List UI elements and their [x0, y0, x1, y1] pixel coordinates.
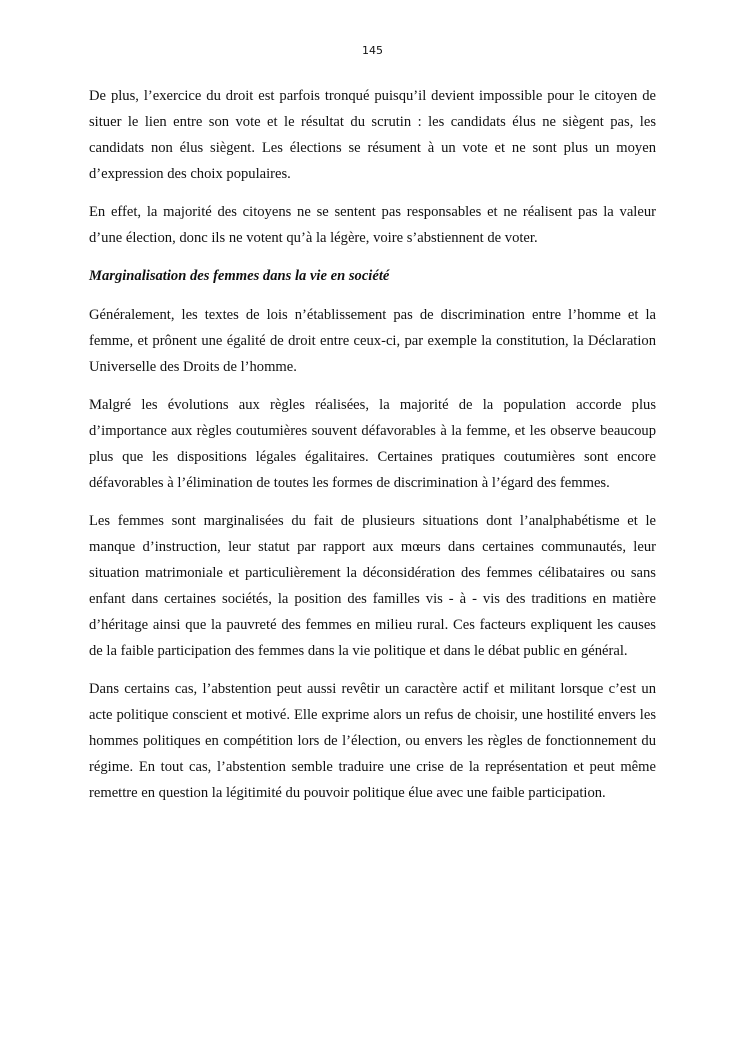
paragraph-regles-coutumieres: Malgré les évolutions aux règles réalisées, la majorité de la population accorde plus d’importance aux règles coutumières souvent défavorables à la femme, et les observe beaucoup plus que les dispositions légales égalitaires. Certaines pratiques coutumières sont encore défavorables à l’élimination de toutes les formes de discrimination à l’égard des femmes. [89, 397, 656, 491]
section-heading: Marginalisation des femmes dans la vie en société [89, 268, 390, 285]
paragraph-textes-de-lois: Généralement, les textes de lois n’établissement pas de discrimination entre l’homme et la femme, et prônent une égalité de droit entre ceux-ci, par exemple la constitution, la Déclaration Universelle des Droits de l’homme. [89, 306, 656, 375]
paragraph-femmes-marginalisees: Les femmes sont marginalisées du fait de plusieurs situations dont l’analphabétisme et le manque d’instruction, leur statut par rapport aux mœurs dans certaines communautés, leur situation matrimoniale et particulièrement la déconsidération des femmes célibataires ou sans enfant dans certaines sociétés, la position des familles vis - à - vis des traditions en matière d’héritage ainsi que la pauvreté des femmes en milieu rural. Ces facteurs expliquent les causes de la faible participation des femmes dans la vie politique et dans le débat public en général. [89, 513, 656, 659]
page-number: 145 [362, 44, 383, 57]
document-body [89, 84, 656, 819]
paragraph-abstention: Dans certains cas, l’abstention peut aussi revêtir un caractère actif et militant lorsque c’est un acte politique conscient et motivé. Elle exprime alors un refus de choisir, une hostilité envers les hommes politiques en compétition lors de l’élection, ou envers les règles de fonctionnement du régime. En tout cas, l’abstention semble traduire une crise de la représentation et peut même remettre en question la légitimité du pouvoir politique élue avec une faible participation. [89, 681, 656, 801]
paragraph-droit-tronque: De plus, l’exercice du droit est parfois tronqué puisqu’il devient impossible pour le citoyen de situer le lien entre son vote et le résultat du scrutin : les candidats élus ne siègent pas, les candidats non élus siègent. Les élections se résument à un vote et ne sont plus un moyen d’expression des choix populaires. [89, 88, 656, 182]
paragraph-majorite-citoyens: En effet, la majorité des citoyens ne se sentent pas responsables et ne réalisent pas la valeur d’une élection, donc ils ne votent qu’à la légère, voire s’abstiennent de voter. [89, 204, 656, 247]
